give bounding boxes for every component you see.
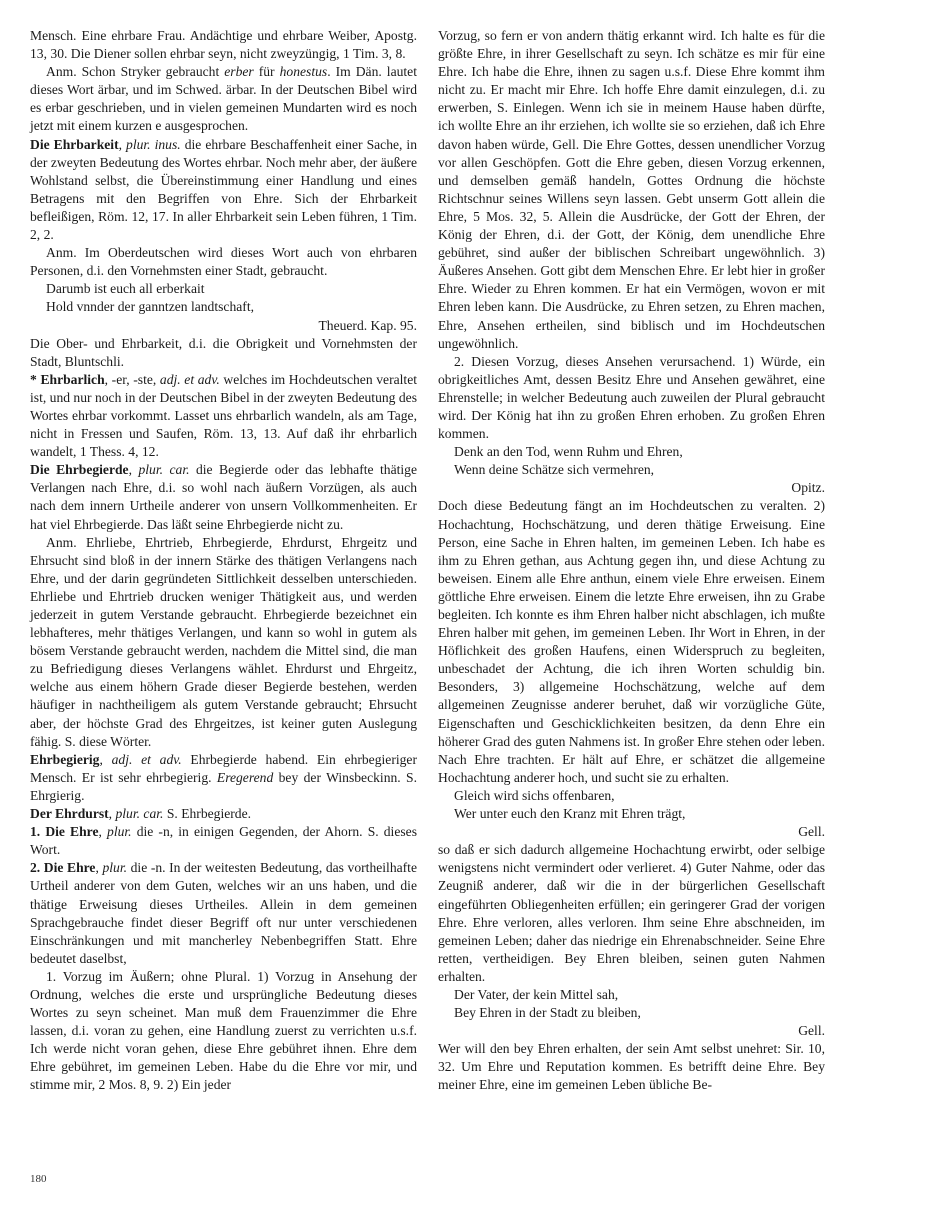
citation-source: Gell. <box>798 1023 825 1039</box>
grammar-note: plur. car. <box>138 462 190 478</box>
entry-ehrdurst: Der Ehrdurst, plur. car. S. Ehrbegierde. <box>30 806 252 822</box>
entry-ehrbegierig: Ehrbegierig, adj. et adv. Ehrbegierde habend. Ein ehrbegieriger Mensch. Er ist sehr ehrbegierig. Eregerend bey der Winsbeckinn. S. Ehrgierig. <box>30 751 418 803</box>
entry-headword: 2. Die Ehre <box>30 860 96 876</box>
entry-ehre-2: 2. Die Ehre, plur. die -n. In der weitesten Bedeutung, das vortheilhafte Urtheil anderer von dem Guten, welches wir an uns haben, und die thätige Erweisung dieses Urtheiles. Allein in dem gemeinen Sprachgebrauche findet dieser Begriff oft nur unter verschiedenen Einschränkungen und mit mancherley Nebenbegriffen Statt. Ehre bedeutet daselbst, <box>30 860 417 966</box>
entry-text: die Begierde oder das lebhafte thätige Verlangen nach Ehre, d.i. so wohl nach äußern Vorzügen, als auch nach dem innern Urtheile anderer von unsern Vollkommenheiten. Er hat viel Ehrbegierde. Das läßt seine Ehrbegierde nicht zu. <box>30 462 418 532</box>
asterisk-mark: * <box>30 371 41 387</box>
entry-ehrbarlich <box>30 371 417 461</box>
text-run: . Im Dän. lautet dieses Wort ärbar, und im Schwed. ärbar. In der Deutschen Bibel wird es erbar geschrieben, und in vielen gemeinen Mundarten wird es noch jetzt mit einem kurzen e ausgesprochen. <box>30 64 417 134</box>
entry-headword: Die Ehrbegierde <box>30 462 129 478</box>
grammar-note: plur. <box>102 860 128 876</box>
entry-headword: Die Ehrbarkeit <box>30 136 119 152</box>
verse-line: Hold vnnder der ganntzen landtschaft, <box>46 299 254 315</box>
annotation-paragraph: Anm. Ehrliebe, Ehrtrieb, Ehrbegierde, Ehrdurst, Ehrgeitz und Ehrsucht sind bloß in der innern Stärke des thätigen Verlangens nach Ehre, und der darin gegründeten Sittlichkeit desselben unterschieden. Ehrliebe und Ehrtrieb drucken weniger Thätigkeit aus, und werden jederzeit in gutem Verstande gebraucht. Ehrbegierde bezeichnet ein lebhafteres, mehr thätiges Verlangen, und kann so wohl in gutem als bösem Verstande gebraucht werden, nachdem die Mittel sind, die man zu Befriedigung dieses Verlangens wählet. Ehrdurst und Ehrgeitz, welche aus einem höhern Grade dieser Begierde bestehen, werden häufiger in nachtheiligem als gutem Verstande gebraucht; Ehrsucht aber, der höchste Grad des Ehrgeitzes, ist keiner guten Auslegung fähig. S. diese Wörter. <box>30 534 417 749</box>
paragraph: 1. Vorzug im Äußern; ohne Plural. 1) Vorzug in Ansehung der Ordnung, welches die erste und ursprüngliche Bedeutung dieses Wortes zu seyn scheinet. Man muß dem Frauenzimmer die Ehre lassen, d.i. voran zu gehen, eine Handlung zuerst zu verrichten u.s.f. Ich werde nicht voran gehen, diese Ehre gebühret ihnen. Ehre dem Ehre gebühret, im gemeinen Leben. Habe du die Ehre vor mir, und stimme mir, 2 Mos. 8, 9. 2) Ein jeder <box>30 968 417 1093</box>
grammar-note: plur. inus. <box>126 136 181 152</box>
paragraph: Wer will den bey Ehren erhalten, der sein Amt selbst unehret: Sir. 10, 32. Um Ehre und Reputation kommen. Es betrifft deine Ehre. Bey meiner Ehre, eine im gemeinen Leben übliche Be- <box>438 1041 825 1093</box>
verse-line: Gleich wird sichs offenbaren, <box>454 787 615 803</box>
paragraph: so daß er sich dadurch allgemeine Hochachtung erwirbt, oder selbige wenigstens nicht vermindert oder verlieret. 4) Guter Nahme, oder das Zeugniß anderer, daß wir die in der bürgerlichen Gesellschaft eingeführten Obliegenheiten erfüllen; ein geringerer Grad der vorigen Ehre. Ehre verloren, alles verloren. Ihm seine Ehre abschneiden, im gemeinen Leben; daher das niedrige ein Ehrenabschneider. Seine Ehre retten, vertheidigen. Bey Ehren bleiben, seinen guten Nahmen erhalten. <box>438 842 825 984</box>
text-run: für <box>253 64 280 80</box>
entry-text: Ehrbegierde habend. Ein ehrbegieriger Mensch. Er ist sehr ehrbegierig. <box>30 751 417 785</box>
entry-text: welches im Hochdeutschen veraltet ist, und nur noch in der Deutschen Bibel in der zweyten Bedeutung des Wortes ehrbar vorkommt. Lasset uns ehrbarlich wandeln, als am Tage, nicht in Fressen und Saufen, Röm. 13, 13. Auf daß ihr ehrbarlich wandelt, 1 Thess. 4, 12. <box>30 371 417 460</box>
grammar-note: plur. <box>107 824 132 840</box>
citation-source: Gell. <box>798 824 825 840</box>
grammar-note: adj. et adv. <box>159 371 220 387</box>
entry-headword: 1. Die Ehre <box>30 824 99 840</box>
entry-ehrbarkeit: Die Ehrbarkeit, plur. inus. die ehrbare Beschaffenheit einer Sache, in der zweyten Bedeutung des Wortes ehrbar. Noch mehr aber, der äußere Wohlstand selbst, die Übereinstimmung einer Handlung und eines Betragens mit den Begriffen von Ehre. Sich der Ehrbarkeit befleißigen, Röm. 12, 17. In aller Ehrbarkeit sein Leben führen, 1 Tim. 2, 2. <box>30 136 418 243</box>
grammar-note: adj. et adv. <box>111 751 182 767</box>
entry-text: bey der Winsbeckinn. S. Ehrgierig. <box>30 769 418 803</box>
paragraph: Mensch. Eine ehrbare Frau. Andächtige und ehrbare Weiber, Apostg. 13, 30. Die Diener sollen ehrbar seyn, nicht zweyzüngig, 1 Tim. 3, 8. <box>30 28 417 62</box>
entry-headword: Ehrbegierig <box>30 751 100 767</box>
verse-line: Bey Ehren in der Stadt zu bleiben, <box>454 1005 641 1021</box>
verse-line: Darumb ist euch all erberkait <box>46 281 205 297</box>
annotation-paragraph: Anm. Im Oberdeutschen wird dieses Wort auch von ehrbaren Personen, d.i. den Vornehmsten einer Stadt, gebraucht. <box>30 245 417 279</box>
italic-term: erber <box>224 64 254 80</box>
entry-text: die ehrbare Beschaffenheit einer Sache, in der zweyten Bedeutung des Wortes ehrbar. Noch mehr aber, der äußere Wohlstand selbst, die Übereinstimmung einer Handlung und eines Betragens mit den Begriffen von Ehre. Sich der Ehrbarkeit befleißigen, Röm. 12, 17. In aller Ehrbarkeit sein Leben führen, 1 Tim. 2, 2. <box>30 136 418 243</box>
page-number: 180 <box>30 1173 47 1185</box>
italic-term: Eregerend <box>216 769 274 785</box>
paragraph: Vorzug, so fern er von andern thätig erkannt wird. Ich halte es für die größte Ehre, in ihrer Gesellschaft zu seyn. Ich schätze es mir für eine Ehre. Ich habe die Ehre, ihnen zu sagen u.s.f. Diese Ehre kommt ihm nicht zu. Er macht mir Ehre. Ich hoffe Ehre damit einzulegen, d.i. zu erwerben, S. Einlegen. Wenn ich sie in meinem Hause haben dürfte, ich wollte Ehre an ihr erziehen, ich wollte sie so erziehen, daß ich Ehre davon haben würde, Gell. Die Ehre Gottes, dessen unendlicher Vorzug vor allen Geschöpfen. Gott die Ehre geben, diesen Vorzug erkennen, und demselben gemäß handeln, Gottes Ordnung die höchste Richtschnur seines Willens seyn lassen. Gebt unserm Gott allein die Ehre, 5 Mos. 32, 5. Allein die Ausdrücke, der Gott der Ehren, der König der Ehren, d.i. der Gott, der König, dem unendliche Ehre gebühret, sind außer der biblischen Schreibart ungewöhnlich. 3) Äußeres Ansehen. Gott gibt dem Menschen Ehre. Er lebt hier in großer Ehre. Wieder zu Ehren kommen. Er hat ein Vermögen, wovon er mit Ehren leben kann. Die Ausdrücke, zu Ehren setzen, zu Ehren machen, Ehre, Ansehen ertheilen, sind biblisch und im Hochdeutschen ungewöhnlich. <box>438 28 825 351</box>
grammar-note: plur. car. <box>115 806 164 822</box>
entry-text: S. Ehrbegierde. <box>163 806 252 822</box>
right-column <box>438 27 825 1095</box>
paragraph: 2. Diesen Vorzug, dieses Ansehen verursachend. 1) Würde, ein obrigkeitliches Amt, dessen Besitz Ehre und Ansehen gewähret, eine Ehrenstelle; in welcher Bedeutung auch zuweilen der Plural gebraucht wird. Der König hat ihn zu großen Ehren erhoben. Zu großen Ehren kommen. <box>438 353 825 442</box>
verse-line: Wer unter euch den Kranz mit Ehren trägt, <box>454 806 686 822</box>
paragraph: Die Ober- und Ehrbarkeit, d.i. die Obrigkeit und Vornehmsten der Stadt, Bluntschli. <box>30 335 417 369</box>
entry-headword: Ehrbarlich <box>40 371 105 387</box>
italic-term: honestus <box>279 64 328 80</box>
entry-text: die -n. In der weitesten Bedeutung, das vortheilhafte Urtheil anderer von dem Guten, welches wir an uns haben, und die thätige Erweisung dieses Urtheiles. Allein in dem gemeinen Sprachgebrauche findet dieser Begriff oft nur unter verschiedenen Einschränkungen und mit mancherley Nebenbegriffen Statt. Ehre bedeutet daselbst, <box>30 860 417 966</box>
verse-line: Denk an den Tod, wenn Ruhm und Ehren, <box>454 444 683 460</box>
entry-text: die -n, in einigen Gegenden, der Ahorn. S. dieses Wort. <box>30 824 417 858</box>
entry-headword: Der Ehrdurst <box>30 806 109 822</box>
paragraph: Doch diese Bedeutung fängt an im Hochdeutschen zu veralten. 2) Hochachtung, Hochschätzung, und deren thätige Erweisung. Eine Person, eine Sache in Ehren halten, im gemeinen Leben. Ich habe es ihm zu Ehren gethan, aus Achtung gegen ihn, und diese Achtung zu beweisen. Einem alle Ehre anthun, einem viele Ehre erweisen. Einem göttliche Ehre erweisen. Einem die letzte Ehre erweisen, ihn zu Grabe begleiten. Ich konnte es ihm Ehren halber nicht abschlagen, ich mußte Ehren halber mit gehen, im gemeinen Leben. Ihr Wort in Ehren, in der Höflichkeit des großen Haufens, einen Widerspruch zu begleiten, unbeschadet der Achtung, die ich ihren Worten schuldig bin. Besonders, 3) allgemeine Hochschätzung, welche auf dem allgemeinen Zeugnisse anderer beruhet, daß wir vorzügliche Güte, Eigenschaften und Geschicklichkeiten besitzen, da denn Ehre ein höherer Grad des guten Nahmens ist. In großer Ehre stehen oder leben. Nach Ehre trachten. Er hält auf Ehre, er schätzet die allgemeine Hochachtung anderer hoch, und sucht sie zu erhalten. <box>438 498 825 785</box>
citation-source: Opitz. <box>791 480 825 496</box>
entry-ehrbegierde: Die Ehrbegierde, plur. car. die Begierde oder das lebhafte thätige Verlangen nach Ehre, d.i. so wohl nach äußern Vorzügen, als auch nach dem innern Urtheile anderer von unsern Vollkommenheiten. Er hat viel Ehrbegierde. Das läßt seine Ehrbegierde nicht zu. <box>30 462 418 532</box>
verse-line: Wenn deine Schätze sich vermehren, <box>454 462 655 478</box>
citation-source: Theuerd. Kap. 95. <box>318 317 417 333</box>
text-run: Anm. Schon Stryker gebraucht <box>46 64 225 80</box>
annotation-paragraph <box>30 63 417 135</box>
left-column <box>30 27 417 1095</box>
word-forms: , -er, -ste, <box>104 371 160 387</box>
verse-line: Der Vater, der kein Mittel sah, <box>454 986 619 1002</box>
entry-ehre-1: 1. Die Ehre, plur. die -n, in einigen Gegenden, der Ahorn. S. dieses Wort. <box>30 824 417 858</box>
